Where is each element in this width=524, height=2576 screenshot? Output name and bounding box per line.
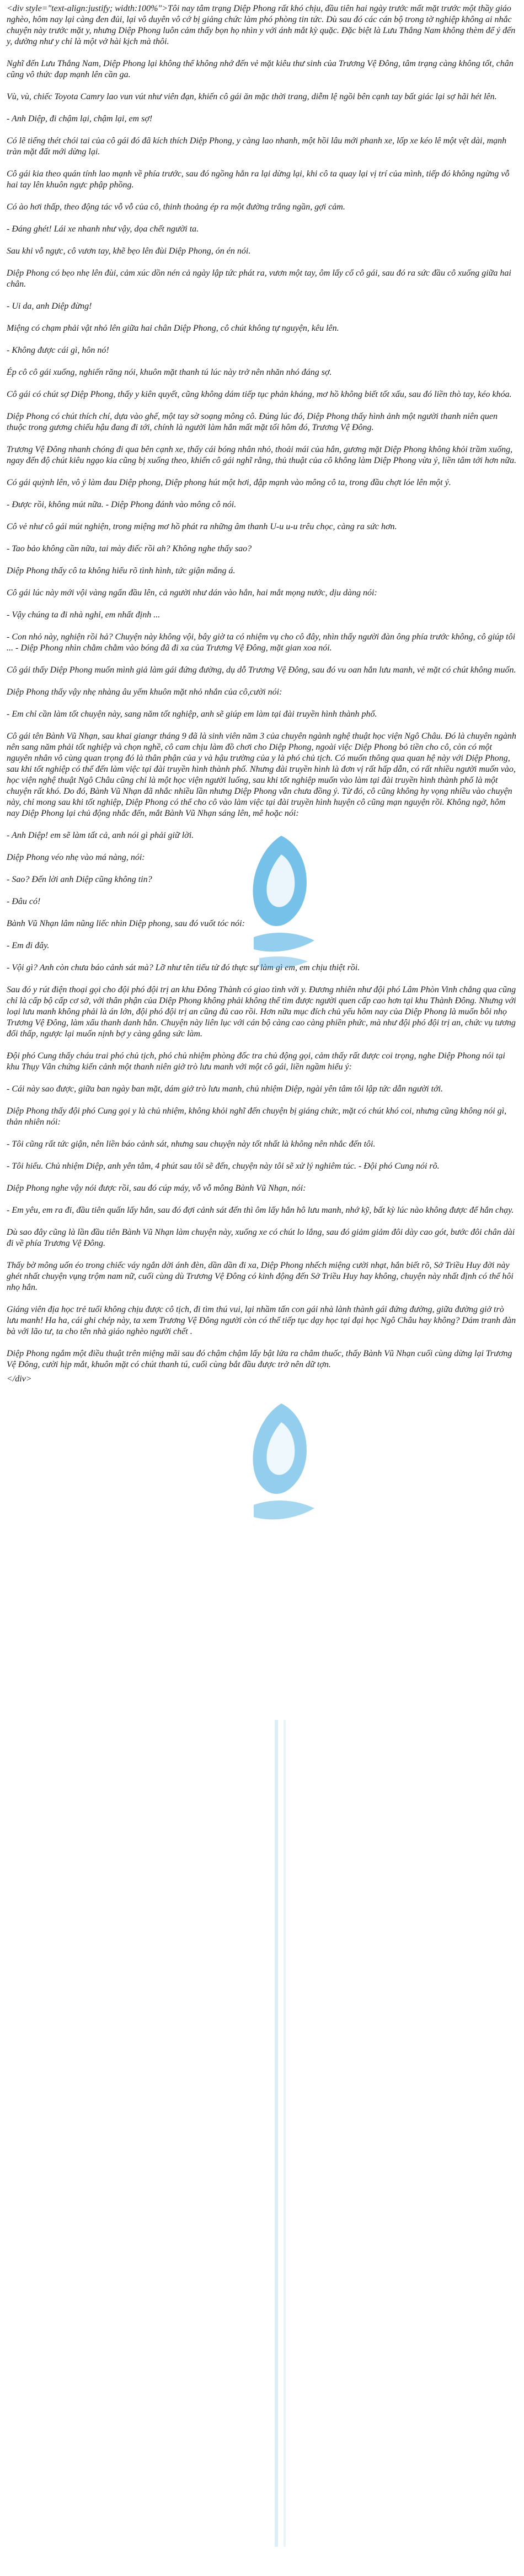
paragraph: Thấy bờ mông uốn éo trong chiếc váy ngắn dời ánh đèn, dần dần đi xa, Diệp Phong nhếch miệng cười nhạt, hắn biết rõ, Sở Triều Huy đời này ghét nhất chuyện vụng trộm nam nữ, cuối cùng dù Trương Vệ Đông có kinh động đến Sở Triều Huy hay không, chuyện này nhất định có thể hôi nhọ hắn.	[7, 1261, 514, 1292]
paragraph: Ép cô cô gái xuống, nghiến răng nói, khuôn mặt thanh tú lúc này trở nên nhăn nhó đáng sợ.	[7, 368, 332, 377]
paragraph: Bành Vũ Nhạn lâm nũng liếc nhìn Diệp phong, sau đó vuốt tóc nói:	[7, 919, 245, 928]
watermark-stripe	[259, 1720, 303, 2547]
paragraph: Miệng có chạm phải vật nhỏ lên giữa hai chân Diệp Phong, cô chút không tự nguyện, kêu lên.	[7, 324, 339, 333]
paragraph: Cô gái lúc này mới vội vàng ngẩn đầu lên, cả người như dán vào hắn, hai mắt mọng nước, dịu dàng nói:	[7, 588, 377, 598]
paragraph: - Anh Diệp! em sẽ làm tất cả, anh nói gì phải giữ lời.	[7, 831, 194, 840]
paragraph: Vù, vù, chiếc Toyota Camry lao vun vút như viên đạn, khiến cô gái ăn mặc thời trang, diễm lệ ngồi bên cạnh tay bất giác lại sợ hãi hét lên.	[7, 92, 497, 101]
paragraph: - Tôi cũng rất tức giận, nên liền báo cảnh sát, nhưng sau chuyện này tốt nhất là không nên nhắc đến tôi.	[7, 1139, 376, 1149]
paragraph: Sau khi vỗ ngực, cô vươn tay, khẽ bẹo lên đùi Diệp Phong, ón én nói.	[7, 246, 251, 256]
paragraph: - Em đi đây.	[7, 941, 50, 950]
paragraph: Diệp Phong có bẹo nhẹ lên đùi, cảm xúc dồn nén cả ngày lập tức phát ra, vươn một tay, ôm lấy cổ cô gái, sau đó ra sức đầu cô xuống giữa hai chân.	[7, 268, 511, 289]
paragraph: - Vậy chúng ta đi nhà nghỉ, em nhất định ...	[7, 610, 161, 620]
paragraph: - Tôi hiểu. Chủ nhiệm Diệp, anh yên tâm, 4 phút sau tôi sẽ đến, chuyện này tôi sẽ xử lý nghiêm túc. - Đội phó Cung nói rõ.	[7, 1161, 440, 1171]
paragraph: Diệp Phong thấy vậy nhẹ nhàng âu yếm khuôn mặt nhỏ nhắn của cô,cười nói:	[7, 687, 282, 697]
paragraph: Cô vẻ như cô gái mút nghiện, trong miệng mơ hồ phát ra những âm thanh U-u u-u trêu chọc, càng ra sức hơn.	[7, 522, 397, 531]
closing-tag-line: Diệp Phong ngắm một điều thuật trên miệng mãi sau đó chậm chậm lấy bật lửa ra châm thuốc, thấy Bành Vũ Nhạn cuối cùng dừng lại Trương Vệ Đông, cười hịp mắt, khuôn mặt có chút thanh tú, cuối cùng bắt đầu được trở nên dữ tợn.	[7, 1349, 512, 1369]
paragraph: - Ui da, anh Diệp đừng!	[7, 302, 92, 311]
paragraph: Diệp Phong thấy đội phó Cung gọi y là chủ nhiệm, không khỏi nghĩ đến chuyện bị giáng chức, mặt có chút khó coi, nhưng cũng không nói gì, thản nhiên nói:	[7, 1106, 507, 1127]
paragraph: - Cái này sao được, giữa ban ngày ban mặt, dám giở trò lưu manh, chủ nhiệm Diệp, ngài yên tâm tôi lập tức dẫn người tới.	[7, 1084, 443, 1094]
paragraph: Diệp Phong nghe vậy nói được rồi, sau đó cúp máy, vỗ vỗ mông Bành Vũ Nhạn, nói:	[7, 1184, 306, 1193]
source-footer: </div>	[7, 1374, 32, 1384]
paragraph: Cô gái có chút sợ Diệp Phong, thấy y kiên quyết, cũng không dám tiếp tục phản kháng, mơ hồ không biết tốt xấu, sau đó liền thò tay, kéo khóa.	[7, 390, 512, 399]
paragraph: - Em chỉ cần làm tốt chuyện này, sang năm tốt nghiệp, anh sẽ giúp em làm tại đài truyền hình thành phố.	[7, 709, 377, 719]
paragraph: - Đâu có!	[7, 897, 41, 906]
paragraph: - Tao bảo không cần nữa, tai mày điếc rồi ah? Không nghe thấy sao?	[7, 544, 252, 553]
paragraph: Có lẽ tiếng thét chói tai của cô gái đó đã kích thích Diệp Phong, y càng lao nhanh, một hồi lâu mới phanh xe, lốp xe kéo lê một vệt dài, mạnh tràn mặt đất mới dừng lại.	[7, 136, 507, 157]
watermark-logo	[243, 1400, 320, 1544]
paragraph: - Em yêu, em ra đi, đầu tiên quấn lấy hắn, sau đó đợi cảnh sát đến thì ôm lấy hắn hô lưu manh, nhớ kỹ, bất kỳ lúc nào không được để hắn chạy.	[7, 1206, 514, 1215]
paragraph: Đội phó Cung thấy cháu trai phó chủ tịch, phó chủ nhiệm phòng đốc tra chủ động gọi, cảm thấy rất được coi trọng, nghe Diệp Phong nói tại khu Thụy Vân chứng kiến cảnh một thanh niên giở trò lưu manh với một cô gái, liền ngầm hiểu ý:	[7, 1051, 505, 1072]
paragraph: - Không được cái gì, hôn nó!	[7, 346, 109, 355]
paragraph: Giáng viên địa học trẻ tuổi không chịu được cô tịch, đi tìm thú vui, lại nhầm tấn con gái nhà lành thành gái đứng đường, giữa đường giở trò lưu manh! Ha ha, cái ghi chép này, ta xem Trương Vệ Đông người còn có thể tiếp tục dạy học tại đại học Ngô Châu hay không? Dám tranh đàn bà với lão tư, ta cho tên nhà giáo nghèo người chết .	[7, 1305, 516, 1336]
paragraph: - Con nhỏ này, nghiện rồi hả? Chuyện này không vội, bây giờ ta có nhiệm vụ cho cô đây, nhìn thấy người đàn ông phía trước không, cô giúp tôi ... - Diệp Phong nhìn chằm chằm vào bóng đã đi xa của Trương Vệ Đông, mặt gian xoa nói.	[7, 632, 516, 653]
paragraph: - Được rồi, không mút nữa. - Diệp Phong đánh vào mông cô nói.	[7, 500, 237, 509]
paragraph: Diệp Phong thấy cô ta không hiểu rõ tình hình, tức giận mắng á.	[7, 566, 236, 576]
paragraph: Có gái quỳnh lên, vô ý làm đau Diệp phong, Diệp phong hút một hơi, đập mạnh vào mông cô ta, trong đầu chợt lóe lên một ý.	[7, 478, 451, 487]
paragraph: Nghĩ đến Lưu Thắng Nam, Diệp Phong lại không thể không nhớ đến vẻ mặt kiêu thư sinh của Trương Vệ Đông, tâm trạng càng không tốt, chân cũng vô thức đạp mạnh lên cần ga.	[7, 59, 514, 79]
paragraph: Có ào hơi thấp, theo động tác vỗ vỗ của cô, thinh thoảng ép ra một đường trắng ngần, gợi cảm.	[7, 202, 345, 212]
paragraph: - Đáng ghét! Lái xe nhanh như vậy, dọa chết người ta.	[7, 224, 199, 234]
paragraph: Dù sao đây cũng là lần đầu tiên Bành Vũ Nhạn làm chuyện này, xuống xe có chút lo lắng, sau đó giảm giảm đôi dày cao gót, bước đôi chân dài đi về phía Trương Vệ Đông.	[7, 1228, 515, 1248]
paragraph: <div style="text-align:justify; width:100%">Tôi nay tâm trạng Diệp Phong rất khó chịu, đầu tiên hai ngày trước mất mặt trước một thầy giáo nghèo, hôm nay lại càng đen đủi, lại vô duyên vô cớ bị giảng chức làm phó phòng tin tức. Dù sau đó các cán bộ trong tờ nghiệp không ai nhắc chuyện này trước mặt y, nhưng Diệp Phong luôn cảm thấy bọn họ nhìn y với ánh mắt kỳ quặc. Đặc biệt là Lưu Thắng Nam không thèm để ý đến y, dường như y chỉ là một vở hài kịch mà thôi.	[7, 4, 516, 46]
paragraph: Cô gái kia theo quán tính lao mạnh về phía trước, sau đó ngồng hẳn ra lại dừng lại, khi cô ta quay lại vị trí của mình, tiếp đó không ngừng vỗ hai tay lên khuôn ngực phập phồng.	[7, 169, 510, 190]
paragraph: Diệp Phong có chút thích chí, dựa vào ghế, một tay sờ soạng mông cô. Đúng lúc đó, Diệp Phong thấy hình ảnh một người thanh niên quen thuộc trong gương chiếu hậu đang đi tới, chính là người làm hắn mất mặt tối hôm đó, Trương Vệ Đông.	[7, 412, 498, 432]
paragraph: - Sao? Đến lời anh Diệp cũng không tin?	[7, 875, 152, 884]
paragraph: Cô gái tên Bành Vũ Nhạn, sau khai giangr tháng 9 đã là sinh viên năm 3 của chuyên ngành nghệ thuật học viện Ngô Châu. Đó là chuyên ngành nên sang năm phải tốt nghiệp và chọn nghề, cô cam chịu làm đồ chơi cho Diệp Phong, ngoài việc Diệp Phong bỏ tiền cho cô, còn có một nguyên nhân vô cùng quan trọng đó là thân phận của y và hậu trường của y là phó chủ tịch. Có muốn thông qua quan hệ này với Diệp Phong, sau khi tốt nghiệp có thể đến làm việc tại đài truyền hình thành phố. Nhưng đài truyền hình là đơn vị rất hấp dẫn, có rất nhiều người muốn vào, học viện nghệ thuật Ngô Châu cũng chỉ là một học viện người luống, sau khi tốt nghiệp muốn vào làm tại đài truyền hình thành phố là một chuyện rất khó. Do đó, Bành Vũ Nhạn đã nhắc nhiều lần nhưng Diệp Phong vẫn chưa đồng ý. Từ đó, cô cũng không hy vọng nhiều vào chuyện này, chỉ mong sau khi tốt nghiệp, Diệp Phong có thể cho cô vào làm việc tại đài truyền hình huyện cô cũng mạn nguyện rồi. Không ngờ, hôm nay Diệp Phong lại chủ động nhắc đến, mắt Bành Vũ Nhạn sáng lên, mê hoặc nói:	[7, 732, 516, 818]
paragraph: - Anh Diệp, đi chậm lại, chậm lại, em sợ!	[7, 114, 153, 123]
paragraph: - Vội gì? Anh còn chưa báo cảnh sát mà? Lỡ như tên tiểu tử đó thực sự làm gì em, em chịu thiệt rồi.	[7, 963, 360, 972]
paragraph: Cô gái thấy Diệp Phong muốn mình giả làm gái đứng đường, dụ dỗ Trương Vệ Đông, sau đó vu oan hắn lưu manh, vẻ mặt có chút không muốn.	[7, 665, 516, 675]
paragraph: Diệp Phong véo nhẹ vào má nàng, nói:	[7, 853, 145, 862]
paragraph: Trương Vệ Đông nhanh chóng đi qua bên cạnh xe, thấy cái bóng nhân nhỏ, thoải mái của hắn, gương mặt Diệp Phong không khỏi trầm xuống, ngay đến độ chút kiêu ngạo kia cũng bị xuống theo, khiến cô gái nghĩ rằng, thủ thuật của cô không làm Diệp Phong vừa ý, liền tâm tới hơn nữa.	[7, 445, 517, 465]
paragraph: Sau đó y rút điện thoại gọi cho đội phó đội trị an khu Đông Thành có giao tình với y. Đương nhiên như đội phó Lâm Phòn Vinh chẳng qua cũng chỉ là cấp bộ cấp cơ sở, với thân phận của Diệp Phong không phải không thể tìm được người quen cấp cao hơn tại khu Thành Đông. Nhưng với loại lưu manh không phải là án lớn, đội phó đội trị an cũng đủ cao rồi. Hơn nữa mục đích chủ yếu hôm nay của Diệp Phong là muốn bôi nhọ Trương Vệ Đông, làm xấu thanh danh hắn. Chuyện này liên lục với cán bộ càng cao càng phiền phức, mà như đội phó đội trị an, chức vụ tương đối thấp, ngược lại muốn nịnh bợ y càng gắng sức làm.	[7, 985, 516, 1039]
